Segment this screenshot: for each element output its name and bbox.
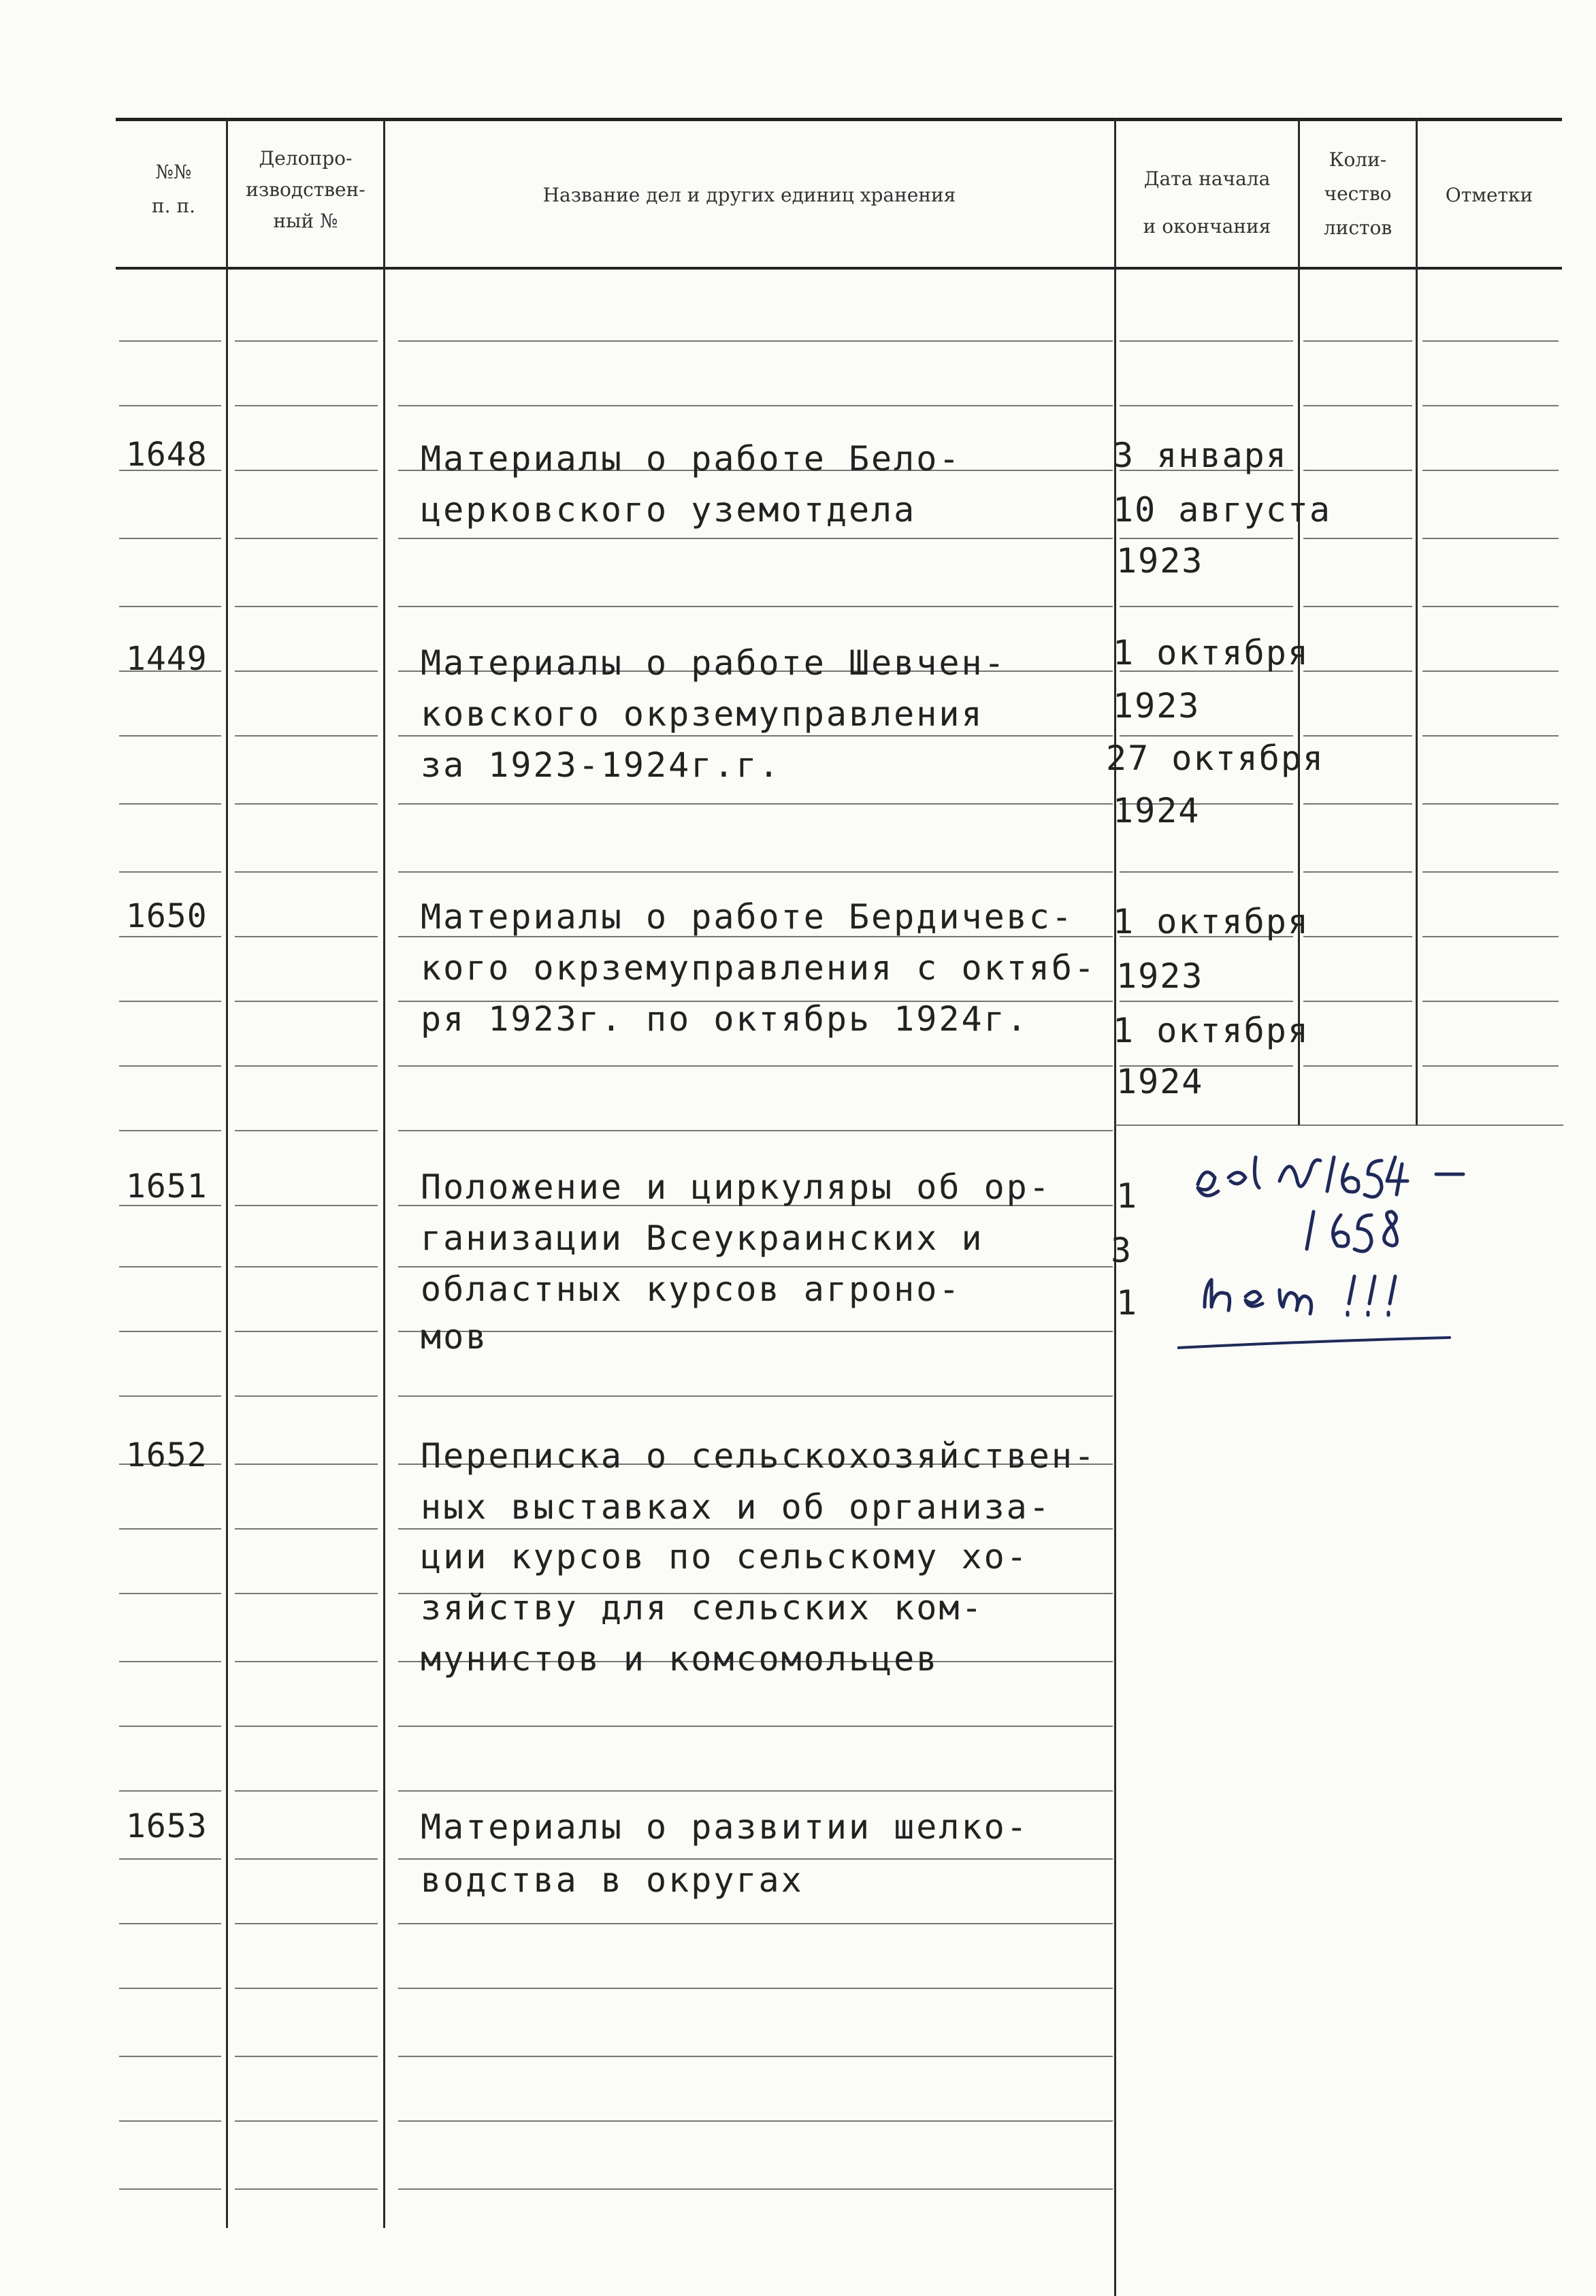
ruled-line (1422, 735, 1559, 737)
ruled-line (235, 538, 378, 539)
ruled-line (1303, 606, 1412, 607)
ruled-line (119, 538, 221, 539)
entry-title-line: ганизации Всеукраинских и (421, 1218, 984, 1258)
ruled-line (119, 1001, 221, 1002)
entry-date-line: 1924 (1116, 1062, 1204, 1101)
ruled-line (1422, 340, 1559, 342)
ruled-line (1422, 538, 1559, 539)
ruled-line (1303, 405, 1412, 406)
ruled-line (119, 803, 221, 805)
entry-date-line: 1923 (1116, 541, 1204, 581)
ruled-line (398, 2056, 1113, 2057)
ruled-line (1120, 606, 1293, 607)
entry-title-line: зяйству для сельских ком- (421, 1588, 984, 1628)
header-text: Дата начала (1143, 167, 1271, 190)
header-text: ный № (273, 210, 338, 232)
entry-date-line: 1 (1116, 1176, 1139, 1216)
ruled-line (119, 1266, 221, 1267)
ruled-line (119, 1331, 221, 1332)
header-col-number (123, 155, 225, 223)
entry-title-line: Материалы о работе Бело- (421, 439, 962, 479)
entry-number: 1650 (126, 897, 208, 935)
ruled-line (119, 2188, 221, 2190)
ruled-line (1422, 1065, 1559, 1067)
ruled-line (119, 1726, 221, 1727)
ruled-line (119, 606, 221, 607)
ruled-line (235, 1528, 378, 1530)
ruled-line (1303, 871, 1412, 873)
ruled-line (235, 936, 378, 937)
ruled-line (119, 1988, 221, 1989)
ruled-line (235, 1726, 378, 1727)
header-text: №№ (155, 161, 192, 183)
entry-date-line: 3 (1111, 1231, 1133, 1270)
header-text: Название дел и других единиц хранения (542, 184, 956, 206)
ruled-line (1120, 735, 1293, 737)
ruled-line (398, 606, 1113, 607)
entry-date-line: 1 октября (1113, 902, 1309, 941)
header-bottom-rule (116, 267, 1562, 270)
entry-title-line: за 1923-1924г.г. (421, 745, 781, 785)
ruled-line (119, 340, 221, 342)
ruled-line (398, 1395, 1113, 1397)
ruled-line (235, 1858, 378, 1860)
entry-date-line: 1 (1116, 1283, 1139, 1323)
ruled-line (235, 340, 378, 342)
entry-date-line: 1 октября (1113, 1011, 1309, 1050)
entry-title-line: мов (421, 1317, 489, 1357)
ruled-line (235, 1464, 378, 1465)
header-text: Делопро- (259, 147, 353, 169)
entry-number: 1651 (126, 1167, 208, 1206)
ruled-line (119, 2120, 221, 2122)
ruled-line (1303, 538, 1412, 539)
ruled-line (1422, 606, 1559, 607)
ruled-line (235, 1395, 378, 1397)
col-divider-1 (226, 118, 228, 2228)
ruled-line (119, 405, 221, 406)
ruled-line (1422, 871, 1559, 873)
ruled-line (398, 2120, 1113, 2122)
ruled-line (235, 1001, 378, 1002)
ruled-line (235, 405, 378, 406)
ruled-line (1422, 670, 1559, 672)
cut-off-rule (1114, 1125, 1563, 1126)
header-col-dates (1116, 155, 1298, 250)
ruled-line (235, 871, 378, 873)
ruled-line (119, 1593, 221, 1594)
ruled-line (398, 1266, 1113, 1267)
ruled-line (1422, 936, 1559, 937)
header-text: листов (1323, 216, 1393, 239)
ruled-line (398, 871, 1113, 873)
header-text: Отметки (1445, 184, 1533, 206)
entry-title-line: областных курсов агроно- (421, 1270, 962, 1309)
ruled-line (398, 2188, 1113, 2190)
header-text: п. п. (151, 195, 196, 217)
handwritten-note (1177, 1144, 1531, 1361)
ruled-line (235, 1130, 378, 1131)
ruled-line (398, 1065, 1113, 1067)
ruled-line (235, 803, 378, 805)
entry-date-line: 3 января (1113, 436, 1288, 475)
ruled-line (119, 1923, 221, 1924)
ruled-line (119, 1661, 221, 1662)
ruled-line (119, 871, 221, 873)
ruled-line (119, 735, 221, 737)
entry-title-line: ря 1923г. по октябрь 1924г. (421, 999, 1029, 1039)
entry-title-line: Материалы о работе Шевчен- (421, 643, 1007, 683)
ruled-line (1120, 405, 1293, 406)
header-col-office (228, 143, 383, 237)
entry-title-line: Положение и циркуляры об ор- (421, 1167, 1052, 1207)
ruled-line (1303, 735, 1412, 737)
ruled-line (1303, 670, 1412, 672)
ruled-line (398, 538, 1113, 539)
ruled-line (398, 1130, 1113, 1131)
entry-title-line: Материалы о работе Бердичевс- (421, 897, 1074, 937)
header-col-sheets (1300, 143, 1416, 245)
ruled-line (235, 470, 378, 471)
ruled-line (398, 1790, 1113, 1792)
ruled-line (398, 803, 1113, 805)
entry-number: 1449 (126, 640, 208, 678)
header-text: изводствен- (246, 178, 365, 201)
ruled-line (398, 1923, 1113, 1924)
ruled-line (235, 1923, 378, 1924)
header-text: и окончания (1143, 215, 1271, 238)
entry-title-line: Материалы о развитии шелко- (421, 1807, 1029, 1847)
ruled-line (235, 1065, 378, 1067)
ruled-line (119, 1065, 221, 1067)
entry-number: 1652 (126, 1436, 208, 1474)
ruled-line (119, 1130, 221, 1131)
ruled-line (398, 1988, 1113, 1989)
ruled-line (1303, 1065, 1412, 1067)
header-text: Коли- (1329, 148, 1387, 171)
ruled-line (1120, 1001, 1293, 1002)
entry-date-line: 1 октября (1113, 633, 1309, 673)
ruled-line (119, 936, 221, 937)
col-divider-2 (383, 118, 385, 2228)
entry-number: 1648 (126, 436, 208, 474)
entry-title-line: ции курсов по сельскому хо- (421, 1537, 1029, 1577)
ruled-line (1422, 1001, 1559, 1002)
entry-date-line: 27 октября (1106, 739, 1325, 778)
ruled-line (119, 1790, 221, 1792)
ruled-line (398, 340, 1113, 342)
ruled-line (235, 2188, 378, 2190)
ruled-line (1422, 405, 1559, 406)
ruled-line (235, 606, 378, 607)
entry-title-line: ковского окрземуправления (421, 694, 984, 734)
ruled-line (235, 1266, 378, 1267)
ruled-line (398, 1331, 1113, 1332)
ruled-line (119, 1528, 221, 1530)
ruled-line (235, 1790, 378, 1792)
col-divider-5 (1416, 118, 1418, 1125)
ruled-line (1303, 340, 1412, 342)
col-divider-4 (1298, 118, 1300, 1125)
ruled-line (1422, 470, 1559, 471)
ruled-line (235, 1331, 378, 1332)
ruled-line (235, 670, 378, 672)
ruled-line (1120, 340, 1293, 342)
ruled-line (235, 2120, 378, 2122)
entry-title-line: кого окрземуправления с октяб- (421, 948, 1097, 988)
header-col-notes (1418, 178, 1561, 212)
entry-date-line: 10 августа (1113, 490, 1332, 530)
ruled-line (119, 1395, 221, 1397)
ruled-line (235, 1988, 378, 1989)
entry-number: 1653 (126, 1807, 208, 1845)
ruled-line (398, 405, 1113, 406)
entry-date-line: 1923 (1113, 686, 1201, 726)
ruled-line (235, 735, 378, 737)
ruled-line (1120, 871, 1293, 873)
header-text: чество (1324, 182, 1392, 205)
entry-date-line: 1923 (1116, 956, 1204, 996)
entry-date-line: 1924 (1113, 791, 1201, 830)
ruled-line (398, 1726, 1113, 1727)
ruled-line (235, 1593, 378, 1594)
entry-title-line: Переписка о сельскохозяйствен- (421, 1436, 1097, 1476)
ruled-line (235, 2056, 378, 2057)
header-col-title (385, 178, 1113, 212)
ruled-line (235, 1661, 378, 1662)
entry-title-line: ных выставках и об организа- (421, 1487, 1052, 1527)
ruled-line (1422, 803, 1559, 805)
ruled-line (1120, 538, 1293, 539)
entry-title-line: церковского уземотдела (421, 490, 917, 530)
ruled-line (398, 1528, 1113, 1530)
ruled-line (1303, 936, 1412, 937)
ruled-line (1303, 803, 1412, 805)
ruled-line (1303, 470, 1412, 471)
ruled-line (119, 1858, 221, 1860)
ruled-line (398, 735, 1113, 737)
ruled-line (1303, 1001, 1412, 1002)
ruled-line (398, 1858, 1113, 1860)
ruled-line (119, 2056, 221, 2057)
entry-title-line: водства в округах (421, 1860, 804, 1900)
ruled-line (235, 1205, 378, 1206)
table-top-rule (116, 118, 1562, 121)
entry-title-line: мунистов и комсомольцев (421, 1639, 939, 1679)
